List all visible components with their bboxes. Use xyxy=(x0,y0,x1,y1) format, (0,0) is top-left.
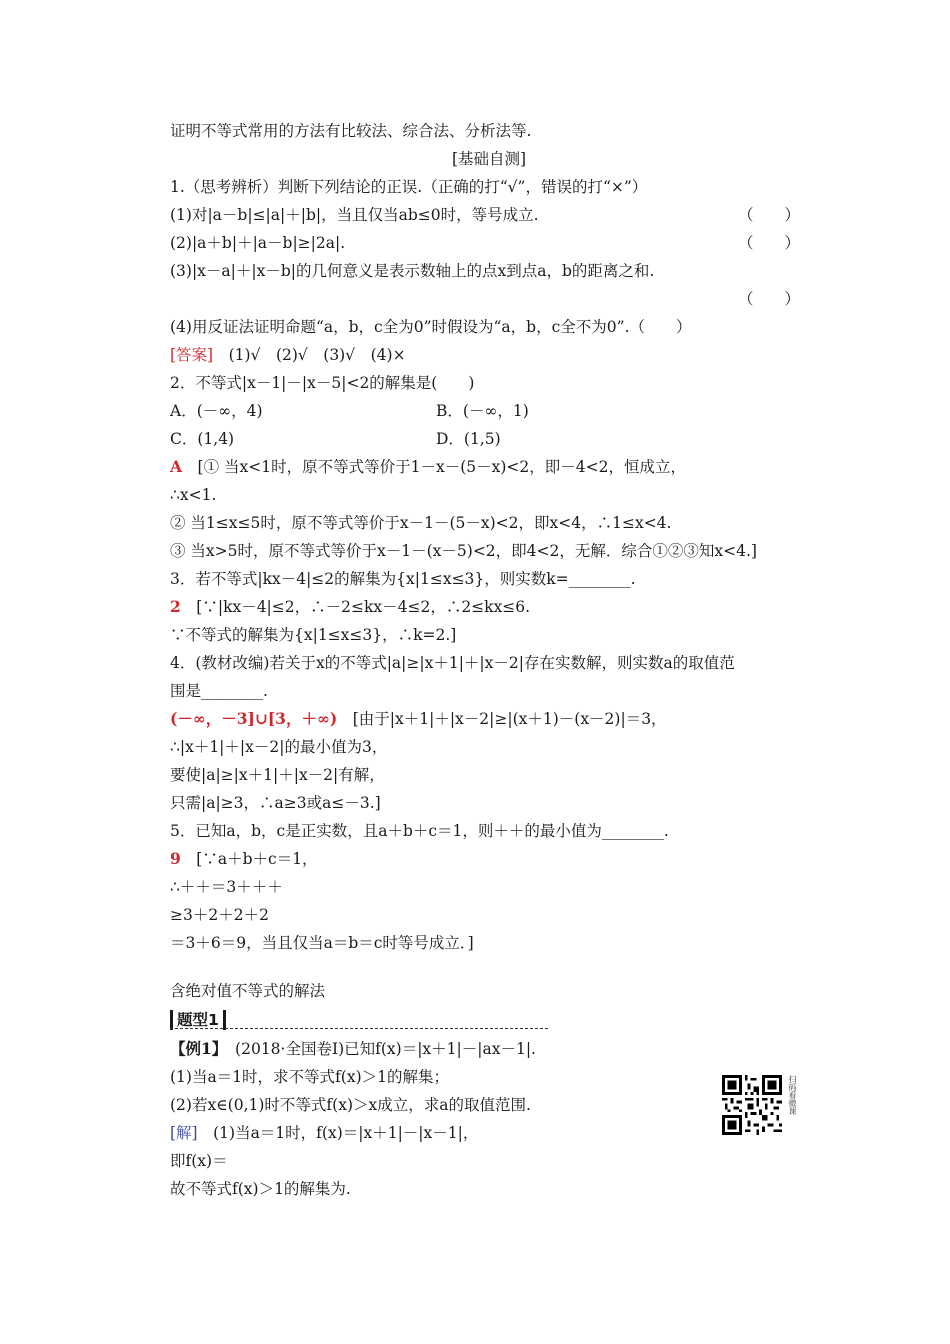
example-solution-2: 即f(x)＝ xyxy=(170,1152,228,1170)
q1-stem: 1.（思考辨析）判断下列结论的正误.（正确的打“√”，错误的打“×”） xyxy=(170,178,648,196)
q1-item-1: (1)对|a－b|≤|a|＋|b|，当且仅当ab≤0时，等号成立. xyxy=(170,206,539,224)
section2-title: 含绝对值不等式的解法 xyxy=(170,982,326,1000)
example-sol-text: (1)当a＝1时，f(x)＝|x＋1|－|x－1|， xyxy=(197,1124,479,1142)
section-title: [基础自测] xyxy=(452,150,527,168)
q2-stem: 2．不等式|x－1|－|x－5|<2的解集是( ) xyxy=(170,374,475,392)
q2-option-a: A．(－∞，4) xyxy=(170,402,263,420)
qr-code-icon[interactable] xyxy=(722,1075,782,1135)
q1-paren-1: （ ） xyxy=(738,206,801,224)
q2-solution-3: ② 当1≤x≤5时，原不等式等价于x－1－(5－x)<2，即x<4，∴1≤x<4. xyxy=(170,514,672,532)
q2-solution-4: ③ 当x>5时，原不等式等价于x－1－(x－5)<2，即4<2，无解．综合①②③知x<4.] xyxy=(170,542,757,560)
q3-solution-2: ∵不等式的解集为{x|1≤x≤3}，∴k=2.] xyxy=(170,626,457,644)
example-part-2: (2)若x∈(0,1)时不等式f(x)＞x成立，求a的取值范围. xyxy=(170,1096,531,1114)
q5-solution-1 xyxy=(170,849,318,869)
q1-item-2: (2)|a＋b|＋|a－b|≥|2a|. xyxy=(170,234,346,252)
q1-item-3: (3)|x－a|＋|x－b|的几何意义是表示数轴上的点x到点a，b的距离之和. xyxy=(170,262,655,280)
example-tag: 【例1】 xyxy=(170,1039,220,1058)
q3-solution-1 xyxy=(170,597,530,617)
solution-tag: [解] xyxy=(170,1124,198,1142)
q2-solution-1 xyxy=(170,457,686,477)
q5-solution-2: ∴＋＋＝3＋＋＋ xyxy=(170,878,283,896)
intro-text: 证明不等式常用的方法有比较法、综合法、分析法等. xyxy=(170,122,532,140)
q5-stem: 5．已知a，b，c是正实数，且a＋b＋c＝1，则＋＋的最小值为________. xyxy=(170,822,669,840)
q2-option-c: C．(1,4) xyxy=(170,430,235,448)
q5-solution-3: ≥3＋2＋2＋2 xyxy=(170,906,269,924)
q4-solution-3: 要使|a|≥|x＋1|＋|x－2|有解， xyxy=(170,766,385,784)
type-divider xyxy=(170,1028,548,1029)
q2-sol-text: [① 当x<1时，原不等式等价于1－x－(5－x)<2，即－4<2，恒成立， xyxy=(182,458,686,476)
q4-answer: (－∞，－3]∪[3，＋∞) xyxy=(170,709,338,728)
example-solution-3: 故不等式f(x)＞1的解集为. xyxy=(170,1180,351,1198)
example-stem xyxy=(170,1039,536,1059)
q2-solution-2: ∴x<1. xyxy=(170,486,217,504)
q4-stem-2: 围是________. xyxy=(170,682,268,700)
q1-paren-3: （ ） xyxy=(738,290,801,308)
q4-sol-text: [由于|x＋1|＋|x－2|≥|(x＋1)－(x－2)|＝3， xyxy=(337,710,667,728)
q1-paren-2: （ ） xyxy=(738,234,801,252)
q5-answer: 9 xyxy=(170,849,181,868)
q2-option-b: B．(－∞，1) xyxy=(436,402,529,420)
type-label: 题型1 xyxy=(170,1010,226,1030)
example-solution-1 xyxy=(170,1123,478,1143)
q3-answer: 2 xyxy=(170,597,181,616)
q5-sol-text: [∵a＋b＋c＝1， xyxy=(180,850,318,868)
q4-solution-4: 只需|a|≥3，∴a≥3或a≤－3.] xyxy=(170,794,381,812)
q3-stem: 3．若不等式|kx－4|≤2的解集为{x|1≤x≤3}，则实数k=________. xyxy=(170,570,636,588)
q1-item-4: (4)用反证法证明命题“a，b，c全为0”时假设为“a，b，c全不为0”.（ ） xyxy=(170,318,692,336)
answer-tag: [答案] xyxy=(170,346,214,364)
example-stem-text: (2018·全国卷Ⅰ)已知f(x)＝|x＋1|－|ax－1|. xyxy=(219,1040,536,1058)
example-part-1: (1)当a＝1时，求不等式f(x)＞1的解集； xyxy=(170,1068,449,1086)
qr-label: 扫码看微课 xyxy=(788,1075,797,1115)
q4-solution-1 xyxy=(170,709,667,729)
q5-solution-4: ＝3＋6＝9，当且仅当a＝b＝c时等号成立．] xyxy=(170,934,474,952)
q4-stem-1: 4．(教材改编)若关于x的不等式|a|≥|x＋1|＋|x－2|存在实数解，则实数a的取值范 xyxy=(170,654,735,672)
q3-sol-text: [∵|kx－4|≤2，∴－2≤kx－4≤2，∴2≤kx≤6. xyxy=(180,598,531,616)
q1-answer xyxy=(170,345,406,365)
q2-option-d: D．(1,5) xyxy=(436,430,501,448)
answer-text: (1)√ (2)√ (3)√ (4)× xyxy=(213,346,406,364)
q4-solution-2: ∴|x＋1|＋|x－2|的最小值为3， xyxy=(170,738,388,756)
q2-answer-letter: A xyxy=(170,457,183,476)
